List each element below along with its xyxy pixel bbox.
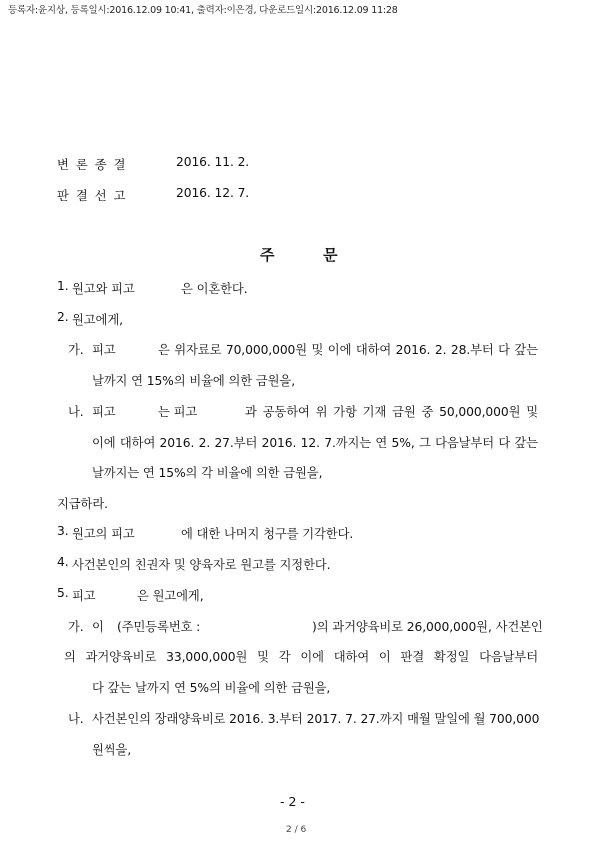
item-5-na-marker: 나. [68,712,84,726]
page-number: - 2 - [280,794,305,809]
item-2-na-line-3: 날까지는 연 15%의 각 비율에 의한 금원을, [92,466,323,480]
item-2-na-line-2: 이에 대하여 2016. 2. 27.부터 2016. 12. 7.까지는 연 5%, 그 다음날부터 다 갚는 [92,436,538,450]
judgment-date: 2016. 12. 7. [176,186,250,200]
item-2-na-marker: 나. [68,405,84,419]
item-2-ga-text-a: 피고 [92,343,116,357]
item-1-number: 1. [57,279,69,293]
item-2-closing: 지급하라. [57,497,108,511]
judgment-label: 판결선고 [57,189,133,203]
item-3-text-a: 원고의 피고 [72,527,135,541]
closing-argument-label: 변론종결 [57,158,133,172]
closing-argument-date: 2016. 11. 2. [176,155,250,169]
item-1-text-a: 원고와 피고 [72,282,135,296]
item-5-ga-marker: 가. [68,620,84,634]
item-5-text-b: 은 원고에게, [137,589,204,603]
item-5-ga-text-c: )의 과거양육비로 26,000,000원, 사건본인 [312,620,543,634]
item-2-na-text-b: 는 피고 [158,405,198,419]
item-5-number: 5. [57,586,69,600]
item-5-ga-text-a: 이 [92,620,104,634]
item-2-number: 2. [57,310,69,324]
section-title-left: 주 [260,246,275,264]
item-5-text-a: 피고 [72,589,96,603]
section-title-right: 문 [323,246,338,264]
item-3-text-b: 에 대한 나머지 청구를 기각한다. [181,527,354,541]
item-5-na-line-1: 사건본인의 장래양육비로 2016. 3.부터 2017. 7. 27.까지 매월 말일에 월 700,000 [92,712,540,726]
item-4-text: 사건본인의 친권자 및 양육자로 원고를 지정한다. [72,558,331,572]
document-header: 등록자:윤지상, 등록일시:2016.12.09 10:41, 출력자:이은경, 다운로드일시:2016.12.09 11:28 [8,5,398,16]
item-1-text-b: 은 이혼한다. [181,282,248,296]
item-2-ga-marker: 가. [68,343,84,357]
item-4-number: 4. [57,555,69,569]
page-footer: 2 / 6 [286,825,307,835]
item-5-ga-text-b: (주민등록번호 : [117,620,201,634]
item-5-na-line-2: 원씩을, [92,743,132,757]
item-2-text: 원고에게, [72,313,123,327]
item-2-na-text-c: 과 공동하여 위 가항 기재 금원 중 50,000,000원 및 [245,405,538,419]
item-5-ga-line-2: 의 과거양육비로 33,000,000원 및 각 이에 대하여 이 판결 확정일 다음날부터 [64,650,538,664]
item-2-na-text-a: 피고 [92,405,116,419]
item-3-number: 3. [57,524,69,538]
item-2-ga-line-2: 날까지 연 15%의 비율에 의한 금원을, [92,374,296,388]
item-5-ga-line-3: 다 갚는 날까지 연 5%의 비율에 의한 금원을, [92,681,331,695]
item-2-ga-text-b: 은 위자료로 70,000,000원 및 이에 대하여 2016. 2. 28.부터 다 갚는 [158,343,538,357]
